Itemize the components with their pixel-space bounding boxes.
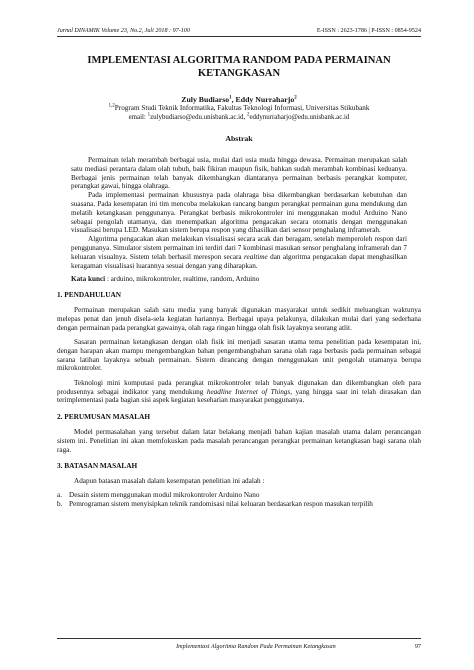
list-item bbox=[57, 500, 421, 509]
journal-info: Jurnal DINAMIK Volume 23, No.2, Juli 2018 : 97-100 bbox=[57, 28, 190, 34]
abstract-body bbox=[71, 156, 407, 270]
list-marker: b. bbox=[57, 500, 63, 509]
abstract-paragraph-1: Permainan telah merambah berbagai usia, mulai dari usia muda hingga dewasa. Permainan merupakan salah satu mediasi perantara dalam olah tubuh, baik fikiran maupun fisik, bahkan sudah merambah kombinasi keduanya. Berbagai jenis permainan telah banyak dikembangkan diantaranya permainan berbasis perangkat komputer, perangkat gawai, hingga olahraga. bbox=[71, 156, 407, 191]
abstract-p3-a: Algoritma pengacakan akan melakukan visualisasi secara acak dan beragam, setelah memperoleh respon dari penggunanya. Simulator sistem permainan ini terdiri dari 7 kombinasi masukan sensor penghalang inframerah dan 7 keluaran visualnya. Sistem telah berhasil merespon secara bbox=[71, 235, 407, 261]
email-prefix: email: bbox=[128, 114, 148, 121]
page-footer bbox=[57, 638, 421, 650]
title-line-1: IMPLEMENTASI ALGORITMA RANDOM PADA PERMAINAN bbox=[87, 55, 391, 66]
sec1-p3-a: Teknologi mini komputasi pada perangkat mikrokontroler telah banyak digunakan dan dikembangkan oleh para produsennya sebagai indikator yang mendukung bbox=[57, 378, 421, 396]
section-1-heading: 1. PENDAHULUAN bbox=[57, 290, 122, 300]
page-number: 97 bbox=[414, 643, 421, 650]
keywords-label: Kata kunci bbox=[71, 275, 106, 284]
footer-title: Implementasi Algoritma Random Pada Permainan Ketangkasan bbox=[176, 643, 336, 650]
email-1-sup: 1 bbox=[147, 112, 151, 118]
paper-page bbox=[57, 28, 421, 509]
title-line-2: KETANGKASAN bbox=[197, 67, 281, 79]
email-2[interactable]: eddynurraharjo@edu.unisbank.ac.id bbox=[249, 114, 350, 121]
section-1-paragraph-2: Sasaran permainan ketangkasan dengan olah fisik ini menjadi sasaran utama tema penelitian pada kesempatan ini, dengan harapan akan mampu mengembangkan bahan pengembangbahan sarana olah raga berbasis pada permainan sebagai sarana latihan layaknya sebuah permainan. Sistem dirancang dengan menggunakan unit pengolah utamanya berupa mikrokontroler. bbox=[57, 338, 421, 373]
author-2: Eddy Nurraharjo bbox=[235, 95, 295, 104]
section-1-paragraph-3 bbox=[57, 379, 421, 405]
section-3-heading: 3. BATASAN MASALAH bbox=[57, 461, 138, 471]
list-marker: a. bbox=[57, 491, 62, 500]
list-text: Desain sistem menggunakan modul mikrokontroler Arduino Nano bbox=[69, 491, 260, 500]
section-2-heading: 2. PERUMUSAN MASALAH bbox=[57, 412, 151, 422]
abstract-heading: Abstrak bbox=[225, 134, 253, 143]
list-text: Pemrograman sistem menyisipkan teknik randomisasi nilai keluaran berdasarkan respon masukan terpilih bbox=[69, 500, 373, 509]
keywords-text: : arduino, mikrokontroler, realtime, random, Arduino bbox=[105, 275, 260, 284]
issn-info: E-ISSN : 2623-1786 | P-ISSN : 0854-9524 bbox=[316, 28, 421, 34]
author-1-sup: 1 bbox=[229, 95, 232, 101]
abstract-paragraph-2: Pada implementasi permainan khususnya pada olahraga bisa dikembangkan berdasarkan kebutuhan dan suasana. Pada kesempatan ini tim mencoba melakukan rancang bangun perangkat permainan guna mendukung dan melatih ketangkasan penggunanya. Perangkat berbasis mikrokontroler ini menggunakan modul Arduino Nano sebagai pengolah utamanya, dan menempatkan algoritma pengacakan secara otomatis dengan menggunakan visualisasi berupa LED. Masukan sistem berupa respon yang dihasilkan dari sensor penghalang inframerah. bbox=[71, 191, 407, 235]
main-body bbox=[57, 291, 421, 509]
author-1: Zuly Budiarso bbox=[181, 95, 230, 104]
author-sep: , bbox=[231, 95, 236, 104]
abstract-p3-italic: realtime bbox=[244, 252, 268, 261]
section-2-paragraph-1: Model permasalahan yang tersebut dalam latar belakang menjadi bahan kajian masalah utama dalam perancangan sistem ini. Penelitian ini akan memfokuskan pada masalah perancangan perangkat permainan ketangkasan bagi sarana olah raga. bbox=[57, 427, 421, 454]
keywords bbox=[71, 275, 407, 283]
sec1-p3-italic: headline Internet of Things bbox=[206, 387, 291, 396]
email-2-sup: 2 bbox=[246, 112, 250, 118]
paper-title bbox=[57, 55, 421, 80]
sec1-p3-b: , yang hingga saat ini telah dirasakan dan terimplementasi pada bagian sisi aspek kegiatan keseharian masyarakat penggunanya. bbox=[57, 387, 421, 405]
affiliation bbox=[57, 104, 421, 113]
abstract-paragraph-3 bbox=[71, 235, 407, 270]
affiliation-sup: 1,2 bbox=[108, 103, 115, 109]
running-header bbox=[57, 28, 421, 37]
author-emails bbox=[57, 113, 421, 122]
abstract-p3-b: dan algoritma pengacakan dapat menghasilkan keragaman visualisasi luarannya sesuai dengan yang diharapkan. bbox=[71, 252, 407, 270]
affiliation-text: Program Studi Teknik Informatika, Fakultas Teknologi Informasi, Universitas Stikubank bbox=[114, 104, 370, 112]
section-1-paragraph-1: Permainan merupakan salah satu media yang banyak digunakan masyarakat untuk sedikit meluangkan waktunya melepas penat dan jenuh disela-sela kegiatan hariannya. Berbagai upaya pelakunya, dilakukan mulai dari yang sederhana dengan permainan pada perangkat gawainya, olah raga ringan hingga olah fisik layaknya seorang atlit. bbox=[57, 306, 421, 332]
section-3-paragraph-1: Adapun batasan masalah dalam kesempatan penelitian ini adalah : bbox=[74, 477, 265, 486]
email-1[interactable]: zulybudiarso@edu.unisbank.ac.id, bbox=[150, 114, 247, 121]
list-item bbox=[57, 491, 421, 500]
author-2-sup: 2 bbox=[294, 95, 297, 101]
